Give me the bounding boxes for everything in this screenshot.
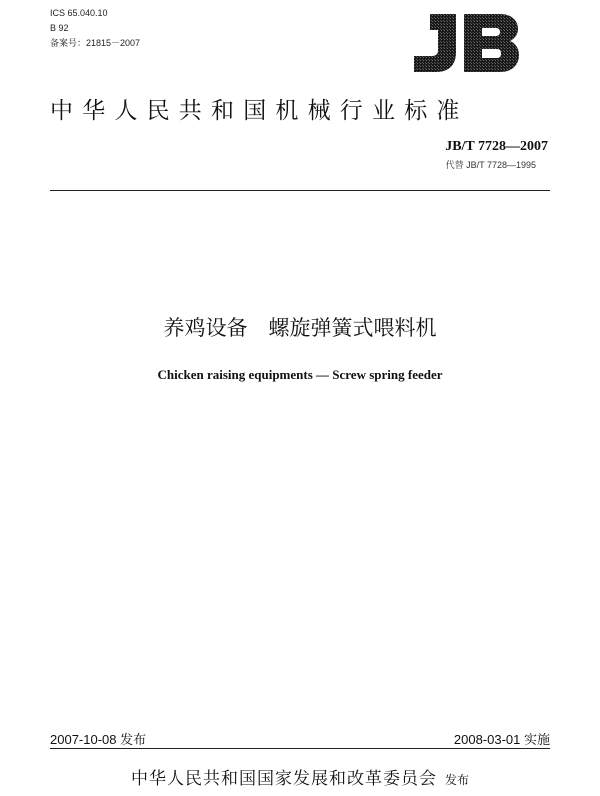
filing-number: 备案号：21815－2007 — [50, 38, 141, 48]
standard-category-title: 中华人民共和国机械行业标准 — [50, 98, 469, 124]
jb-logo — [408, 12, 520, 74]
implementation-date: 2008-03-01 实施 — [453, 732, 550, 747]
ics-code: ICS 65.040.10 — [50, 8, 108, 18]
replaces-standard: 代替 JB/T 7728—1995 — [445, 160, 536, 170]
publish-action: 发布 — [444, 773, 469, 787]
footer-divider — [50, 748, 550, 749]
standard-number: JB/T 7728—2007 — [445, 139, 548, 154]
publisher-organization: 中华人民共和国国家发展和改革委员会 — [130, 769, 437, 789]
header-divider — [50, 190, 550, 191]
document-title-english: Chicken raising equipments — Screw spring feeder — [157, 367, 443, 382]
document-metadata — [50, 6, 140, 51]
publisher-line — [0, 764, 600, 789]
issue-date: 2007-10-08 发布 — [50, 732, 147, 747]
jb-logo-graphic — [408, 12, 520, 74]
document-title-chinese: 养鸡设备 螺旋弹簧式喂料机 — [163, 316, 437, 340]
classification-code: B 92 — [50, 23, 69, 33]
